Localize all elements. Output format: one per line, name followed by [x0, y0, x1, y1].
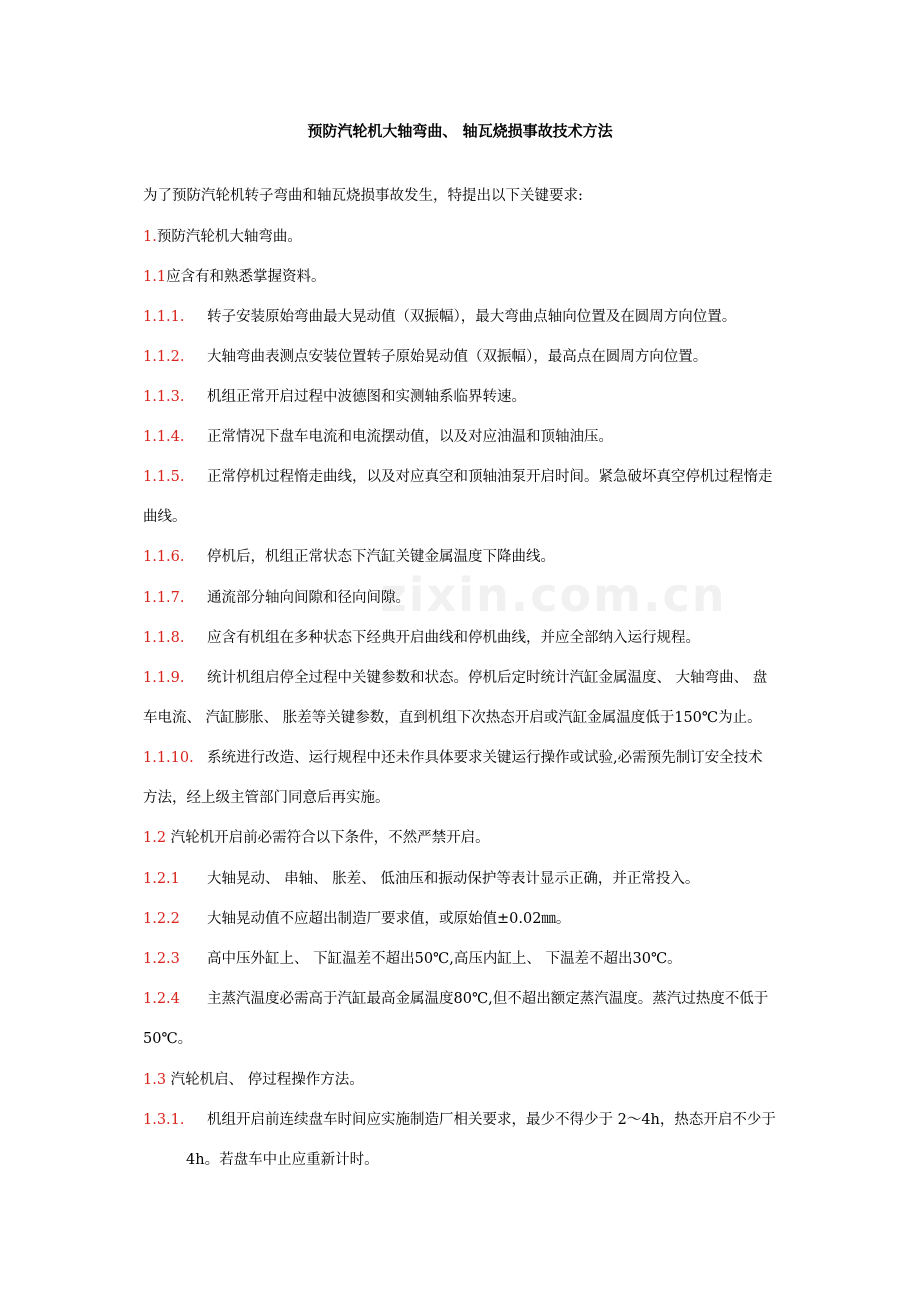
section-text: 应含有和熟悉掌握资料。: [166, 269, 326, 285]
section-1-1-7: [143, 588, 843, 608]
section-number: 1.1.5.: [143, 469, 185, 485]
section-text: 机组开启前连续盘车时间应实施制造厂相关要求，最少不得少于 2～4h，热态开启不少于: [207, 1112, 776, 1128]
section-1-1-4: [143, 427, 843, 447]
section-number: 1.1.9.: [143, 670, 185, 686]
section-1-2-2: [143, 909, 843, 929]
intro-text: 为了预防汽轮机转子弯曲和轴瓦烧损事故发生，特提出以下关键要求:: [143, 188, 583, 204]
section-1-1-10: [143, 748, 843, 768]
section-text: 正常情况下盘车电流和电流摆动值，以及对应油温和顶轴油压。: [207, 429, 613, 445]
section-number: 1.: [143, 229, 157, 245]
section-text: 汽轮机启、 停过程操作方法。: [170, 1072, 364, 1088]
section-number: 1.2.2: [143, 911, 180, 927]
section-number: 1.2.1: [143, 871, 180, 887]
section-text: 通流部分轴向间隙和径向间隙。: [207, 590, 410, 606]
section-1-1-2: [143, 347, 843, 367]
section-1-1: [143, 267, 843, 287]
section-1-1-9: [143, 668, 843, 688]
section-text: 高中压外缸上、 下缸温差不超出50℃,高压内缸上、 下温差不超出30℃。: [207, 951, 682, 967]
section-1-3-1: [143, 1110, 843, 1130]
document-title: 预防汽轮机大轴弯曲、 轴瓦烧损事故技术方法: [307, 122, 613, 140]
section-text: 大轴弯曲表测点安装位置转子原始晃动值（双振幅），最高点在圆周方向位置。: [207, 349, 708, 365]
section-1-1-5: [143, 467, 843, 487]
section-text: 汽轮机开启前必需符合以下条件，不然严禁开启。: [170, 830, 490, 846]
section-text: 大轴晃动、 串轴、 胀差、 低油压和振动保护等表计显示正确，并正常投入。: [207, 871, 700, 887]
section-1-1-1: [143, 307, 843, 327]
section-number: 1.3.1.: [143, 1112, 185, 1128]
watermark: zixin.com.cn: [380, 568, 727, 622]
section-number: 1.2.4: [143, 991, 180, 1007]
section-number: 1.1.3.: [143, 389, 185, 405]
section-number: 1.1.1.: [143, 309, 185, 325]
section-text: 统计机组启停全过程中关键参数和状态。停机后定时统计汽缸金属温度、 大轴弯曲、 盘: [207, 670, 768, 686]
section-number: 1.1.7.: [143, 590, 185, 606]
section-text: 预防汽轮机大轴弯曲。: [156, 229, 302, 245]
section-1-1-8: [143, 628, 843, 648]
section-1-1-3: [143, 387, 843, 407]
section-number: 1.1.2.: [143, 349, 185, 365]
section-text: 机组正常开启过程中波德图和实测轴系临界转速。: [207, 389, 526, 405]
section-1-2-1: [143, 869, 843, 889]
section-1-3-1-continuation: 4h。若盘车中止应重新计时。: [186, 1152, 379, 1168]
section-number: 1.2.3: [143, 951, 180, 967]
section-text: 应含有机组在多种状态下经典开启曲线和停机曲线，并应全部纳入运行规程。: [207, 630, 700, 646]
section-1-2-4-continuation: 50℃。: [143, 1031, 193, 1047]
section-1-3: [143, 1070, 843, 1090]
section-1-1-5-continuation: 曲线。: [143, 509, 187, 525]
section-number: 1.2: [143, 830, 167, 846]
section-text: 大轴晃动值不应超出制造厂要求值，或原始值±0.02㎜。: [207, 911, 571, 927]
section-number: 1.1.6.: [143, 549, 185, 565]
section-number: 1.1.4.: [143, 429, 185, 445]
section-1-2-3: [143, 949, 843, 969]
section-text: 停机后，机组正常状态下汽缸关键金属温度下降曲线。: [207, 549, 555, 565]
section-number: 1.1: [143, 269, 167, 285]
section-1-1-6: [143, 547, 843, 567]
section-text: 转子安装原始弯曲最大晃动值（双振幅），最大弯曲点轴向位置及在圆周方向位置。: [207, 309, 737, 325]
section-text: 主蒸汽温度必需高于汽缸最高金属温度80℃,但不超出额定蒸汽温度。蒸汽过热度不低于: [207, 991, 769, 1007]
section-1-1-10-continuation: 方法，经上级主管部门同意后再实施。: [143, 790, 390, 806]
section-number: 1.1.8.: [143, 630, 185, 646]
section-1: [143, 227, 843, 247]
section-1-2: [143, 828, 843, 848]
section-text: 正常停机过程惰走曲线，以及对应真空和顶轴油泵开启时间。紧急破坏真空停机过程惰走: [207, 469, 773, 485]
section-1-1-9-continuation: 车电流、 汽缸膨胀、 胀差等关键参数，直到机组下次热态开启或汽缸金属温度低于150℃为止。: [143, 710, 762, 726]
intro-paragraph: [143, 186, 843, 206]
section-number: 1.3: [143, 1072, 167, 1088]
section-text: 系统进行改造、运行规程中还未作具体要求关键运行操作或试验,必需预先制订安全技术: [207, 750, 763, 766]
section-number: 1.1.10.: [143, 750, 194, 766]
section-1-2-4: [143, 989, 843, 1009]
